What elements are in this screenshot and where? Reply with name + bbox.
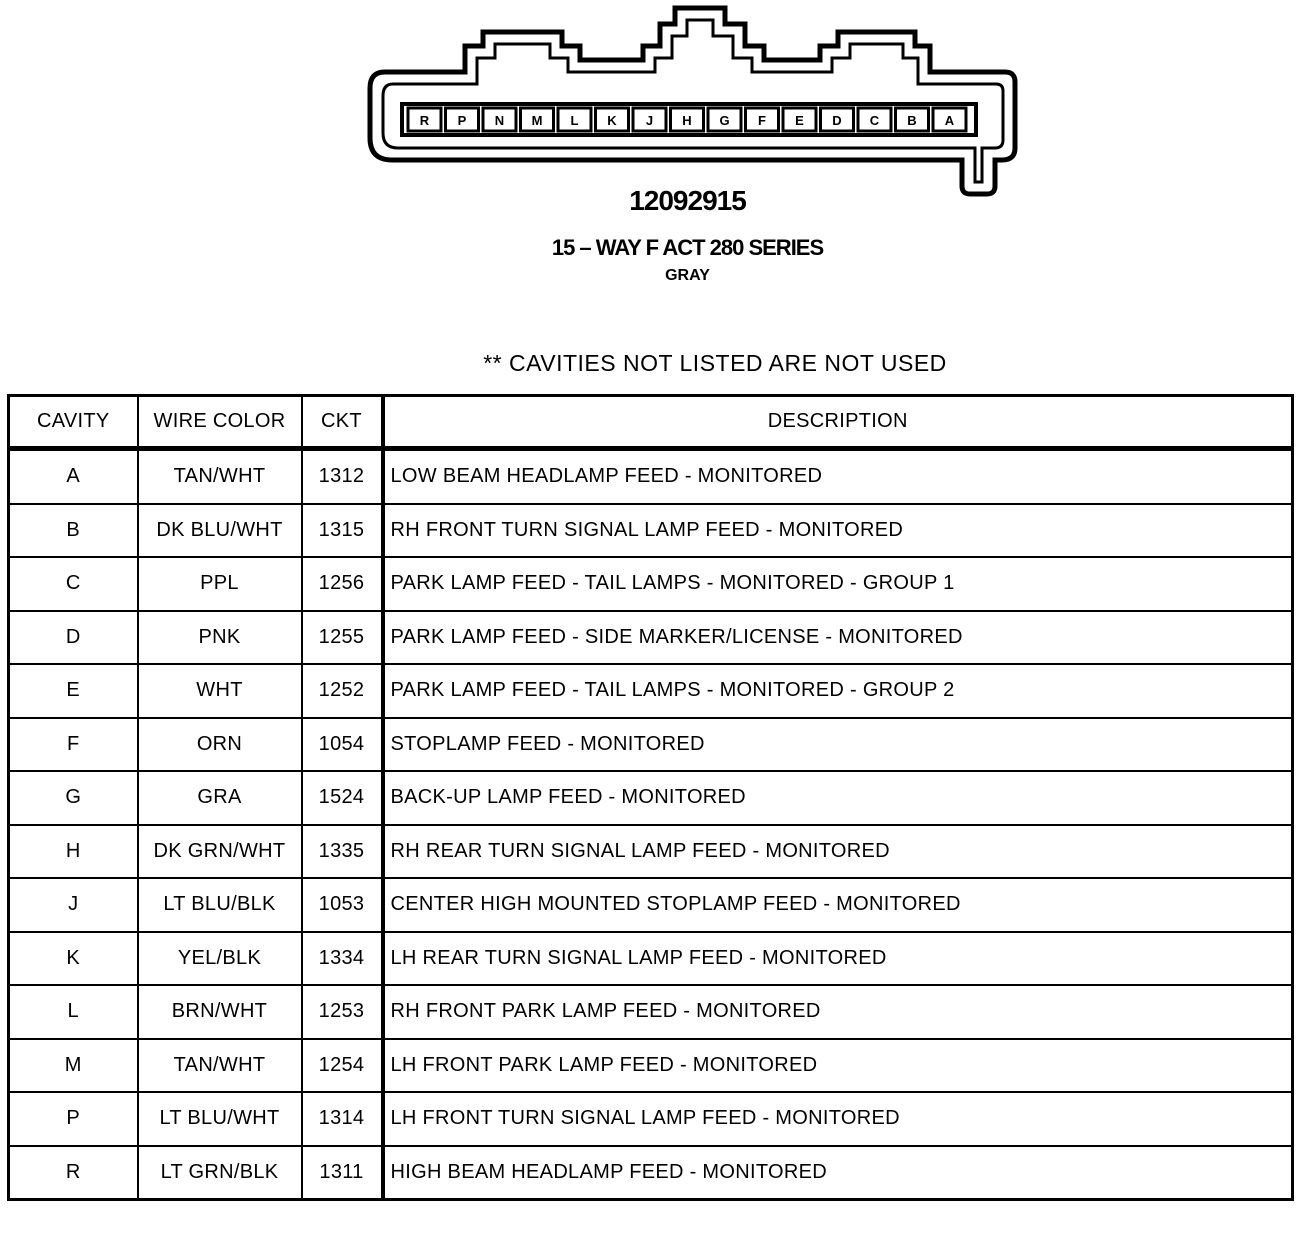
table-row	[9, 1146, 1293, 1200]
pin-label: P	[457, 113, 467, 128]
pin-cavity	[933, 108, 966, 131]
ckt-cell: 1335	[302, 825, 383, 879]
table-row	[9, 449, 1293, 504]
description-cell: CENTER HIGH MOUNTED STOPLAMP FEED - MONITORED	[383, 878, 1293, 932]
pin-cavity	[446, 108, 479, 131]
table-row	[9, 611, 1293, 665]
connector-type: 15 – WAY F ACT 280 SERIES	[551, 235, 824, 260]
cavity-cell: A	[9, 449, 138, 504]
pin-cavity	[633, 108, 666, 131]
pin-label: B	[907, 113, 917, 128]
pin-label: J	[645, 113, 654, 128]
table-row	[9, 718, 1293, 772]
pin-label: E	[795, 113, 804, 128]
description-cell: RH FRONT PARK LAMP FEED - MONITORED	[383, 985, 1293, 1039]
wire-color-cell: LT GRN/BLK	[138, 1146, 302, 1200]
wire-color-cell: YEL/BLK	[138, 932, 302, 986]
pin-label: F	[758, 113, 766, 128]
pin-label: M	[531, 113, 543, 128]
description-cell: LH REAR TURN SIGNAL LAMP FEED - MONITORED	[383, 932, 1293, 986]
ckt-cell: 1252	[302, 664, 383, 718]
cavities-note: ** CAVITIES NOT LISTED ARE NOT USED	[483, 350, 947, 376]
ckt-cell: 1524	[302, 771, 383, 825]
description-cell: STOPLAMP FEED - MONITORED	[383, 718, 1293, 772]
ckt-cell: 1334	[302, 932, 383, 986]
ckt-cell: 1253	[302, 985, 383, 1039]
cavity-cell: E	[9, 664, 138, 718]
description-cell: RH REAR TURN SIGNAL LAMP FEED - MONITORED	[383, 825, 1293, 879]
pin-label: D	[832, 113, 842, 128]
pin-label: R	[419, 113, 430, 128]
pin-label: C	[869, 113, 880, 128]
ckt-cell: 1312	[302, 449, 383, 504]
pin-cavity	[746, 108, 779, 131]
wire-color-cell: LT BLU/BLK	[138, 878, 302, 932]
wire-color-cell: TAN/WHT	[138, 449, 302, 504]
table-row	[9, 985, 1293, 1039]
wire-color-cell: BRN/WHT	[138, 985, 302, 1039]
description-cell: LH FRONT TURN SIGNAL LAMP FEED - MONITORED	[383, 1092, 1293, 1146]
pin-label: L	[570, 113, 579, 128]
ckt-cell: 1255	[302, 611, 383, 665]
ckt-cell: 1314	[302, 1092, 383, 1146]
wire-color-cell: WHT	[138, 664, 302, 718]
ckt-cell: 1254	[302, 1039, 383, 1093]
table-row	[9, 1092, 1293, 1146]
connector-housing-outer	[370, 8, 1015, 194]
pin-cavity	[821, 108, 854, 131]
header-description: DESCRIPTION	[383, 396, 1293, 449]
pin-row	[408, 108, 966, 131]
pin-cavity	[483, 108, 516, 131]
table-row	[9, 664, 1293, 718]
description-cell: HIGH BEAM HEADLAMP FEED - MONITORED	[383, 1146, 1293, 1200]
table-row	[9, 878, 1293, 932]
connector-diagram	[0, 0, 1312, 200]
wire-color-cell: PPL	[138, 557, 302, 611]
wire-color-cell: ORN	[138, 718, 302, 772]
cavity-cell: L	[9, 985, 138, 1039]
header-ckt: CKT	[302, 396, 383, 449]
wire-color-cell: DK GRN/WHT	[138, 825, 302, 879]
description-cell: LOW BEAM HEADLAMP FEED - MONITORED	[383, 449, 1293, 504]
pin-cavity	[896, 108, 929, 131]
cavity-cell: P	[9, 1092, 138, 1146]
ckt-cell: 1311	[302, 1146, 383, 1200]
pin-cavity	[558, 108, 591, 131]
wire-color-cell: DK BLU/WHT	[138, 504, 302, 558]
cavity-table	[7, 394, 1294, 1201]
wire-color-cell: LT BLU/WHT	[138, 1092, 302, 1146]
pin-cavity	[408, 108, 441, 131]
ckt-cell: 1053	[302, 878, 383, 932]
ckt-cell: 1256	[302, 557, 383, 611]
cavity-cell: G	[9, 771, 138, 825]
cavity-cell: M	[9, 1039, 138, 1093]
wire-color-cell: GRA	[138, 771, 302, 825]
pin-cavity	[671, 108, 704, 131]
table-row	[9, 771, 1293, 825]
table-row	[9, 825, 1293, 879]
pin-label: G	[719, 113, 730, 128]
table-row	[9, 557, 1293, 611]
cavity-cell: F	[9, 718, 138, 772]
pin-cavity	[858, 108, 891, 131]
cavity-cell: D	[9, 611, 138, 665]
cavity-cell: J	[9, 878, 138, 932]
cavity-cell: H	[9, 825, 138, 879]
pin-cavity	[596, 108, 629, 131]
header-cavity: CAVITY	[9, 396, 138, 449]
pin-label: A	[944, 113, 955, 128]
description-cell: PARK LAMP FEED - SIDE MARKER/LICENSE - MONITORED	[383, 611, 1293, 665]
part-number: 12092915	[629, 185, 746, 216]
pin-cavity	[783, 108, 816, 131]
description-cell: PARK LAMP FEED - TAIL LAMPS - MONITORED - GROUP 2	[383, 664, 1293, 718]
header-wire-color: WIRE COLOR	[138, 396, 302, 449]
description-cell: PARK LAMP FEED - TAIL LAMPS - MONITORED - GROUP 1	[383, 557, 1293, 611]
description-cell: RH FRONT TURN SIGNAL LAMP FEED - MONITORED	[383, 504, 1293, 558]
pin-label: K	[607, 113, 617, 128]
pin-cavity	[708, 108, 741, 131]
description-cell: LH FRONT PARK LAMP FEED - MONITORED	[383, 1039, 1293, 1093]
cavity-cell: B	[9, 504, 138, 558]
table-header-row	[9, 396, 1293, 449]
table-row	[9, 504, 1293, 558]
pin-label: H	[682, 113, 692, 128]
description-cell: BACK-UP LAMP FEED - MONITORED	[383, 771, 1293, 825]
table-row	[9, 932, 1293, 986]
table-row	[9, 1039, 1293, 1093]
cavity-cell: C	[9, 557, 138, 611]
ckt-cell: 1054	[302, 718, 383, 772]
connector-color: GRAY	[665, 267, 710, 284]
wire-color-cell: PNK	[138, 611, 302, 665]
cavity-cell: R	[9, 1146, 138, 1200]
wire-color-cell: TAN/WHT	[138, 1039, 302, 1093]
cavity-cell: K	[9, 932, 138, 986]
pin-cavity	[521, 108, 554, 131]
ckt-cell: 1315	[302, 504, 383, 558]
pin-label: N	[494, 113, 505, 128]
